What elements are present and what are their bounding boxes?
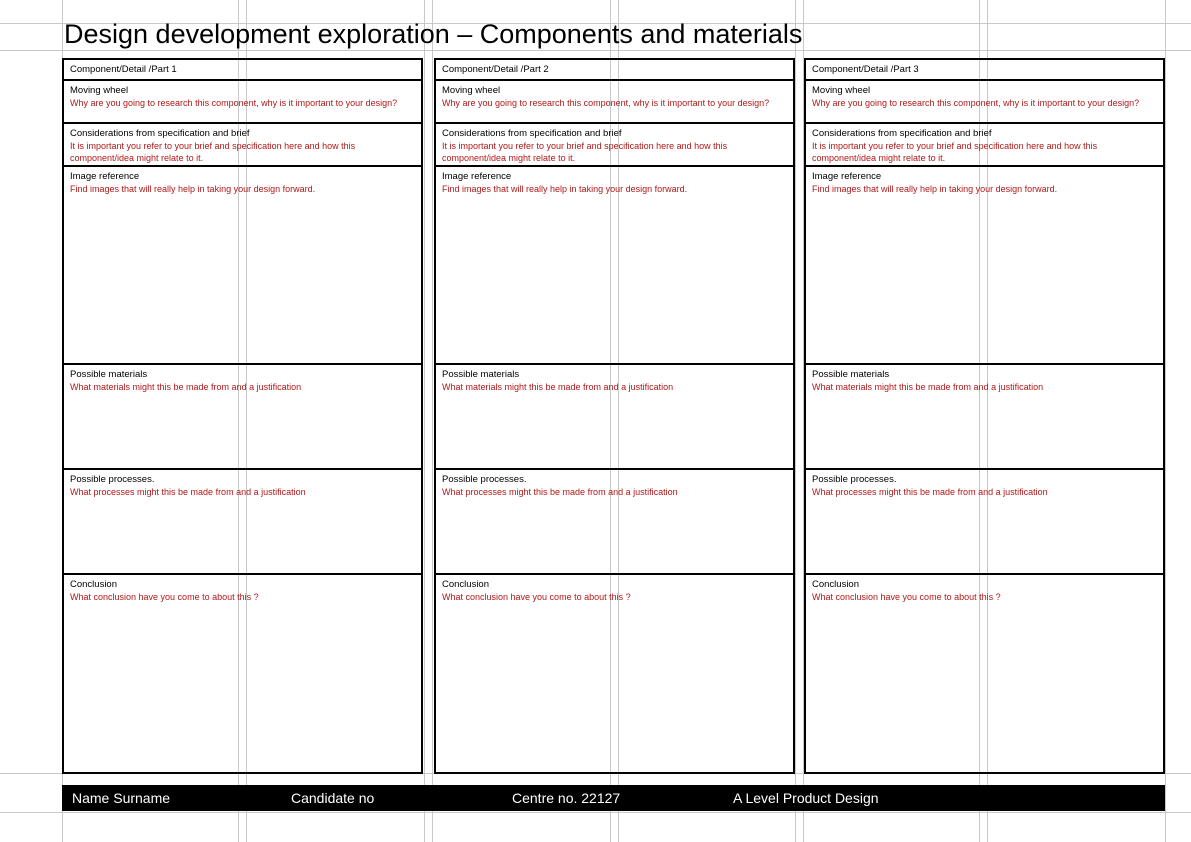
section-conclusion[interactable] xyxy=(434,573,795,774)
section-heading: Possible processes. xyxy=(70,474,155,485)
section-prompt: It is important you refer to your brief and specification here and how this component/idea might relate to it. xyxy=(442,141,728,163)
section-purpose[interactable] xyxy=(434,79,795,124)
section-prompt: What conclusion have you come to about this ? xyxy=(812,592,1001,602)
section-materials[interactable] xyxy=(434,363,795,470)
section-heading: Considerations from specification and brief xyxy=(442,128,622,139)
section-conclusion[interactable] xyxy=(62,573,423,774)
section-prompt: Why are you going to research this component, why is it important to your design? xyxy=(442,98,770,108)
section-heading: Image reference xyxy=(812,171,882,182)
section-heading: Possible processes. xyxy=(812,474,897,485)
section-considerations[interactable] xyxy=(804,122,1165,167)
component-label-box xyxy=(804,58,1165,81)
component-label-box xyxy=(62,58,423,81)
section-considerations[interactable] xyxy=(62,122,423,167)
section-purpose[interactable] xyxy=(804,79,1165,124)
section-prompt: What conclusion have you come to about this ? xyxy=(70,592,259,602)
section-conclusion[interactable] xyxy=(804,573,1165,774)
section-materials[interactable] xyxy=(804,363,1165,470)
section-heading: Considerations from specification and brief xyxy=(70,128,250,139)
page-title: Design development exploration – Components and materials xyxy=(64,19,803,49)
section-considerations[interactable] xyxy=(434,122,795,167)
component-label: Component/Detail /Part 2 xyxy=(442,64,549,75)
section-materials[interactable] xyxy=(62,363,423,470)
section-prompt: What processes might this be made from and a justification xyxy=(812,487,1048,497)
section-heading: Moving wheel xyxy=(442,85,501,96)
section-processes[interactable] xyxy=(434,468,795,575)
section-prompt: Find images that will really help in taking your design forward. xyxy=(70,184,316,194)
footer-bar xyxy=(62,785,1165,811)
section-prompt: Why are you going to research this component, why is it important to your design? xyxy=(812,98,1140,108)
component-label: Component/Detail /Part 1 xyxy=(70,64,177,75)
section-heading: Possible materials xyxy=(70,369,148,380)
section-heading: Moving wheel xyxy=(812,85,871,96)
guide-line xyxy=(795,0,796,842)
section-heading: Possible materials xyxy=(442,369,520,380)
footer-candidate-number[interactable]: Candidate no xyxy=(291,790,375,806)
section-prompt: Find images that will really help in taking your design forward. xyxy=(442,184,688,194)
guide-line xyxy=(424,0,425,842)
footer-course: A Level Product Design xyxy=(733,790,879,806)
section-processes[interactable] xyxy=(62,468,423,575)
guide-line xyxy=(0,812,1191,813)
section-prompt: It is important you refer to your brief and specification here and how this component/idea might relate to it. xyxy=(812,141,1098,163)
section-prompt: What materials might this be made from and a justification xyxy=(812,382,1044,392)
section-heading: Considerations from specification and brief xyxy=(812,128,992,139)
component-label-box xyxy=(434,58,795,81)
section-prompt: It is important you refer to your brief and specification here and how this component/idea might relate to it. xyxy=(70,141,356,163)
section-heading: Conclusion xyxy=(70,579,117,590)
section-image-reference[interactable] xyxy=(434,165,795,365)
section-heading: Conclusion xyxy=(812,579,859,590)
footer-centre-number: Centre no. 22127 xyxy=(512,790,621,806)
section-prompt: What processes might this be made from and a justification xyxy=(442,487,678,497)
section-image-reference[interactable] xyxy=(804,165,1165,365)
component-label: Component/Detail /Part 3 xyxy=(812,64,919,75)
section-processes[interactable] xyxy=(804,468,1165,575)
section-prompt: What processes might this be made from and a justification xyxy=(70,487,306,497)
section-heading: Moving wheel xyxy=(70,85,129,96)
guide-line xyxy=(1165,0,1166,842)
section-prompt: What conclusion have you come to about this ? xyxy=(442,592,631,602)
section-heading: Image reference xyxy=(70,171,140,182)
section-heading: Possible materials xyxy=(812,369,890,380)
guide-line xyxy=(432,0,433,842)
footer-name[interactable]: Name Surname xyxy=(72,790,171,806)
section-prompt: Why are you going to research this component, why is it important to your design? xyxy=(70,98,398,108)
section-heading: Possible processes. xyxy=(442,474,527,485)
section-prompt: Find images that will really help in taking your design forward. xyxy=(812,184,1058,194)
section-prompt: What materials might this be made from and a justification xyxy=(442,382,674,392)
section-heading: Conclusion xyxy=(442,579,489,590)
section-heading: Image reference xyxy=(442,171,512,182)
section-prompt: What materials might this be made from and a justification xyxy=(70,382,302,392)
section-purpose[interactable] xyxy=(62,79,423,124)
section-image-reference[interactable] xyxy=(62,165,423,365)
